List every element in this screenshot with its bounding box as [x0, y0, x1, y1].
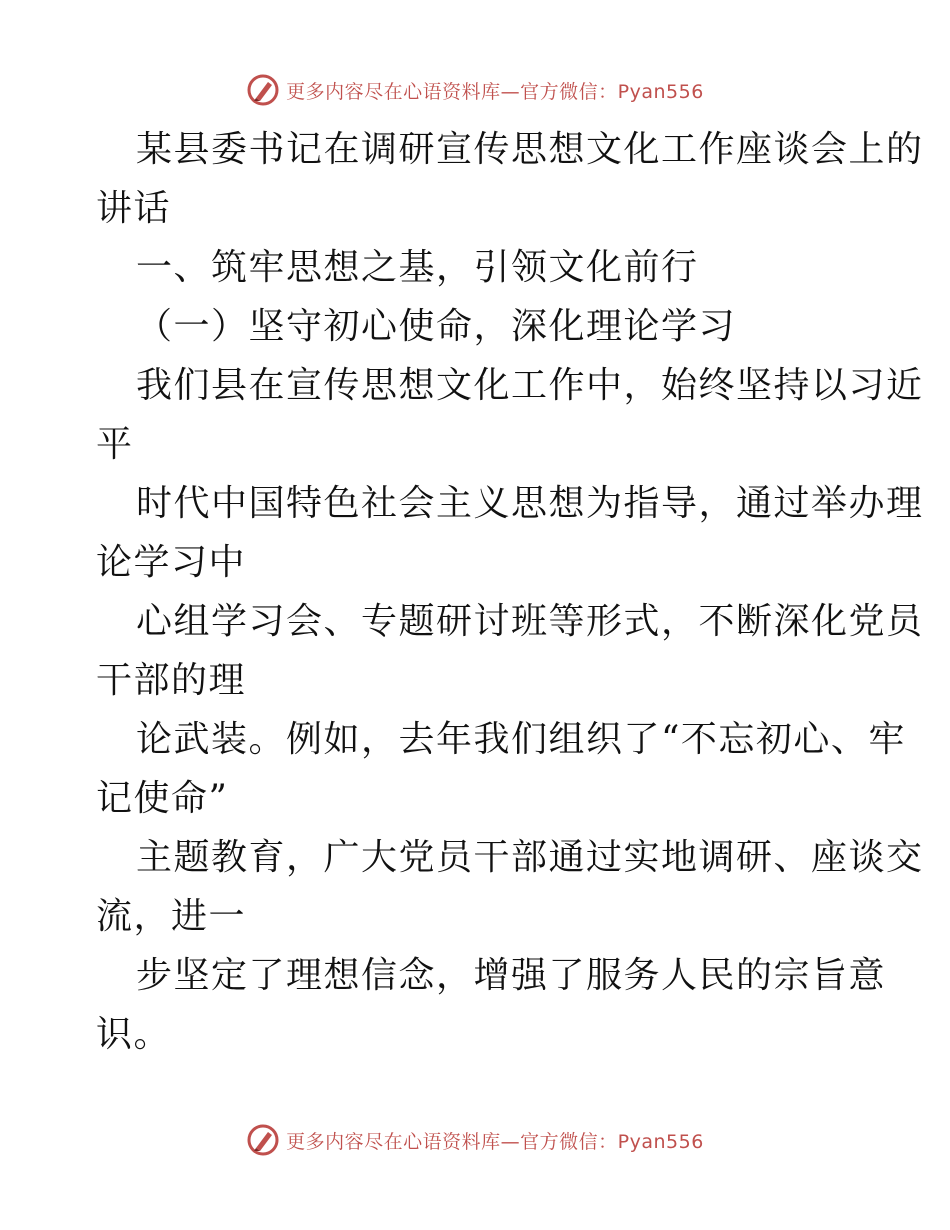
document-body: [96, 120, 924, 1064]
paragraph-line: 我们县在宣传思想文化工作中，始终坚持以习近: [136, 365, 924, 406]
paragraph-line: 主题教育，广大党员干部通过实地调研、座谈交: [136, 837, 924, 878]
section-heading: 一、筑牢思想之基，引领文化前行: [136, 247, 699, 288]
paragraph-line: 记使命”: [96, 778, 229, 819]
paragraph-line: 时代中国特色社会主义思想为指导，通过举办理: [136, 483, 924, 524]
doc-title-line-1: 某县委书记在调研宣传思想文化工作座谈会上的: [136, 129, 924, 170]
paragraph-line: 论学习中: [96, 542, 247, 583]
paragraph-line: 平: [96, 424, 134, 465]
watermark-text: 更多内容尽在心语资料库—官方微信：Pyan556: [286, 80, 704, 103]
paragraph-line: 心组学习会、专题研讨班等形式，不断深化党员: [136, 601, 924, 642]
footer-watermark: [0, 1120, 950, 1160]
header-watermark: [0, 70, 950, 110]
paragraph-line: 流，进一: [96, 896, 247, 937]
watermark-text: 更多内容尽在心语资料库—官方微信：Pyan556: [286, 1130, 704, 1153]
paragraph-line: 步坚定了理想信念，增强了服务人民的宗旨意: [136, 955, 887, 996]
pen-logo-icon: [246, 73, 280, 107]
paragraph-line: 干部的理: [96, 660, 247, 701]
doc-title-line-2: 讲话: [96, 188, 172, 229]
subsection-heading: （一）坚守初心使命，深化理论学习: [136, 306, 737, 347]
paragraph-line: 识。: [96, 1014, 172, 1055]
paragraph-line: 论武装。例如，去年我们组织了“不忘初心、牢: [136, 719, 906, 760]
pen-logo-icon: [246, 1123, 280, 1157]
